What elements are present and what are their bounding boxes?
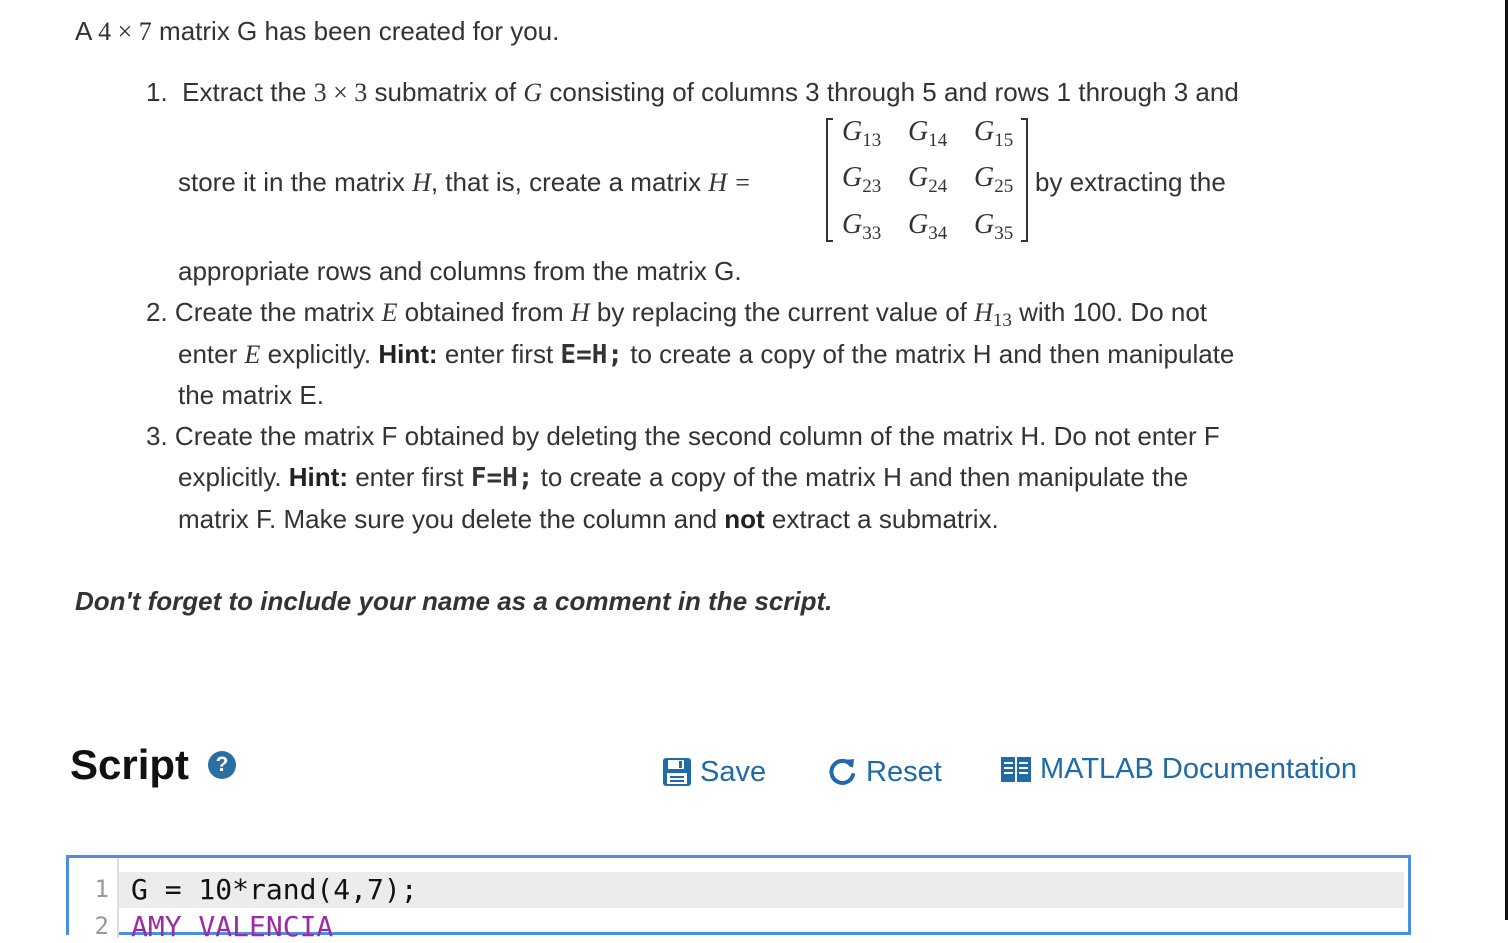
task1-text-e: , that is, create a matrix bbox=[430, 167, 709, 197]
task1-math-h-eq: H = bbox=[708, 168, 752, 197]
line-number: 1 bbox=[94, 875, 109, 903]
matrix-cell-subscript: 25 bbox=[994, 176, 1014, 197]
intro-dims: 4 × 7 bbox=[98, 17, 152, 46]
save-icon bbox=[662, 757, 692, 787]
matrix-left-bracket bbox=[826, 118, 833, 242]
intro-suffix: matrix G has been created for you. bbox=[151, 16, 560, 46]
reminder-content: Don't forget to include your name as a comment in the script. bbox=[75, 586, 833, 616]
task3-code: F=H; bbox=[470, 463, 534, 493]
matrix-cell-subscript: 15 bbox=[994, 130, 1014, 151]
matrix-cell bbox=[974, 162, 1034, 197]
matrix-cell bbox=[842, 116, 902, 151]
task2-line1 bbox=[146, 297, 1208, 331]
task2-text-f: explicitly. bbox=[260, 339, 379, 369]
code-editor[interactable] bbox=[66, 855, 1411, 943]
line-number: 2 bbox=[94, 912, 109, 940]
matrix-cell-symbol: G bbox=[842, 116, 863, 147]
matrix-cell-subscript: 34 bbox=[928, 223, 948, 244]
help-icon[interactable]: ? bbox=[208, 751, 236, 779]
task1-number: 1. bbox=[146, 77, 168, 107]
matlab-documentation-link[interactable] bbox=[1000, 752, 1357, 786]
reset-label: Reset bbox=[866, 756, 942, 788]
script-title: Script bbox=[70, 741, 190, 788]
task3-number: 3. bbox=[146, 421, 168, 451]
intro-prefix: A bbox=[75, 16, 99, 46]
matrix-cell bbox=[908, 116, 968, 151]
matrix-cell-subscript: 14 bbox=[928, 130, 948, 151]
matrix-cell-subscript: 13 bbox=[862, 130, 882, 151]
task1-line2-tail bbox=[1035, 167, 1226, 197]
matrix-cell-subscript: 23 bbox=[862, 176, 882, 197]
intro-text bbox=[75, 16, 559, 47]
task2-text-g: enter first bbox=[437, 339, 561, 369]
save-label: Save bbox=[700, 756, 767, 788]
task2-text-b: obtained from bbox=[397, 297, 571, 327]
task1-line2 bbox=[178, 167, 751, 198]
task1-text-c: consisting of columns 3 through 5 and rows 1 through 3 and bbox=[542, 77, 1239, 107]
task3-hint-label: Hint: bbox=[288, 462, 348, 492]
matrix-cell-subscript: 33 bbox=[862, 223, 882, 244]
task2-line2 bbox=[178, 339, 1234, 370]
matrix-h-display bbox=[826, 114, 1032, 244]
matrix-cell-symbol: G bbox=[842, 162, 863, 193]
matrix-cell bbox=[974, 116, 1034, 151]
task2-text-e: enter bbox=[178, 339, 245, 369]
task3-text-c: enter first bbox=[347, 462, 471, 492]
task3-line1 bbox=[146, 421, 1220, 451]
matrix-cell-symbol: G bbox=[974, 116, 995, 147]
task2-text-a: Create the matrix bbox=[174, 297, 382, 327]
task1-line1 bbox=[146, 77, 1239, 108]
matrix-cell-symbol: G bbox=[842, 209, 863, 240]
task2-line3 bbox=[178, 380, 324, 410]
task1-text-f: by extracting the bbox=[1035, 167, 1226, 197]
task2-text-c: by replacing the current value of bbox=[589, 297, 975, 327]
matrix-cell bbox=[842, 209, 902, 244]
task2-text-h: to create a copy of the matrix H and then manipulate bbox=[623, 339, 1235, 369]
task3-text-b: explicitly. bbox=[178, 462, 289, 492]
task1-text-d: store it in the matrix bbox=[178, 167, 413, 197]
task2-math-e: E bbox=[381, 298, 398, 327]
task3-line3 bbox=[178, 504, 999, 534]
docs-label: MATLAB Documentation bbox=[1040, 753, 1357, 785]
matrix-cell-symbol: G bbox=[908, 209, 929, 240]
task2-hint-label: Hint: bbox=[378, 339, 438, 369]
task3-text-e: matrix F. Make sure you delete the column and bbox=[178, 504, 725, 534]
code-line-2[interactable]: AMY VALENCIA bbox=[131, 910, 334, 943]
matrix-cell-symbol: G bbox=[908, 116, 929, 147]
save-button[interactable] bbox=[662, 755, 766, 789]
book-icon bbox=[1000, 754, 1032, 784]
task1-math-g: G bbox=[523, 78, 543, 107]
task3-text-a: Create the matrix F obtained by deleting the second column of the matrix H. Do not enter F bbox=[174, 421, 1220, 451]
reminder-text bbox=[75, 586, 832, 616]
task1-line3 bbox=[178, 256, 742, 286]
matrix-cell-symbol: G bbox=[974, 162, 995, 193]
matrix-cell bbox=[908, 162, 968, 197]
code-line-1[interactable]: G = 10*rand(4,7); bbox=[131, 873, 418, 906]
line-number-gutter bbox=[69, 858, 119, 938]
task3-line2 bbox=[178, 462, 1188, 493]
reset-icon bbox=[826, 756, 858, 788]
matrix-cell bbox=[974, 209, 1034, 244]
matrix-cell-symbol: G bbox=[974, 209, 995, 240]
task2-math-e2: E bbox=[244, 340, 261, 369]
task2-math-h: H bbox=[570, 298, 590, 327]
task2-text-d: with 100. Do not bbox=[1011, 297, 1208, 327]
matrix-cell-symbol: G bbox=[908, 162, 929, 193]
task2-text-i: the matrix E. bbox=[178, 380, 324, 410]
matrix-cell-subscript: 24 bbox=[928, 176, 948, 197]
task1-text-g: appropriate rows and columns from the matrix G. bbox=[178, 256, 742, 286]
task2-math-h13: H bbox=[974, 298, 993, 327]
task1-text-b: submatrix of bbox=[367, 77, 524, 107]
task1-dims: 3 × 3 bbox=[313, 78, 368, 107]
task3-text-d: to create a copy of the matrix H and then manipulate the bbox=[533, 462, 1189, 492]
task1-math-h: H bbox=[412, 168, 431, 197]
task2-math-h13-sub: 13 bbox=[992, 310, 1012, 331]
task3-not: not bbox=[724, 504, 765, 534]
matrix-cell-subscript: 35 bbox=[994, 223, 1014, 244]
task2-code: E=H; bbox=[560, 340, 624, 370]
task1-text-a: Extract the bbox=[182, 77, 314, 107]
matrix-cell bbox=[842, 162, 902, 197]
reset-button[interactable] bbox=[826, 755, 942, 789]
matrix-cell bbox=[908, 209, 968, 244]
task2-number: 2. bbox=[146, 297, 168, 327]
task3-text-f: extract a submatrix. bbox=[764, 504, 999, 534]
